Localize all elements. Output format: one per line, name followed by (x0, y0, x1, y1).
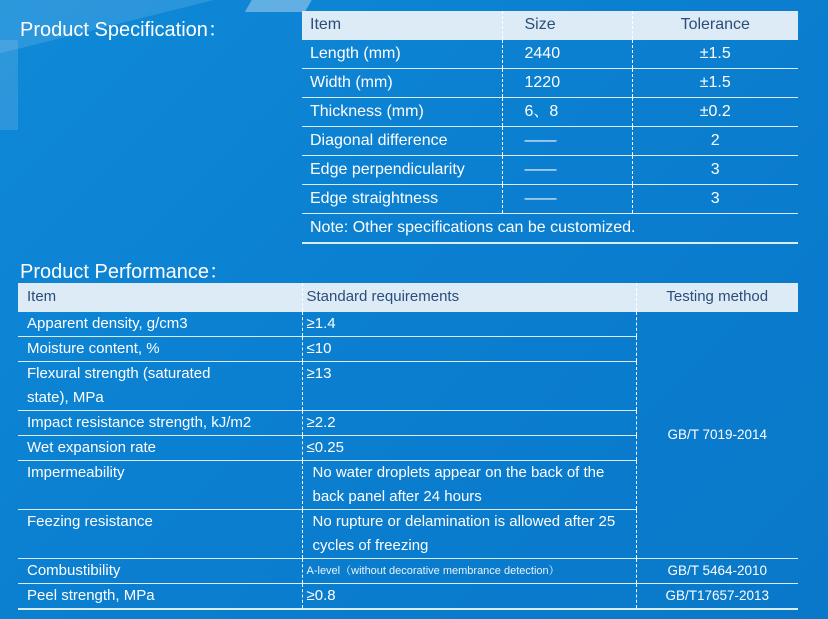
spec-note: Note: Other specifications can be customized. (302, 214, 798, 244)
perf-item: Apparent density, g/cm3 (18, 312, 302, 337)
performance-title: Product Performance： (20, 261, 229, 283)
spec-size: —— (502, 127, 632, 156)
perf-header-item: Item (18, 283, 302, 312)
perf-item-text: Flexural strength (saturated state), MPa (27, 365, 211, 406)
perf-method: GB/T 5464-2010 (636, 559, 798, 584)
table-row (302, 156, 798, 185)
perf-requirement: ≥2.2 (302, 411, 636, 436)
spec-item: Thickness (mm) (302, 98, 502, 127)
table-row (18, 312, 798, 337)
perf-requirement: A-level（without decorative membrance detection） (302, 559, 636, 584)
perf-requirement: ≤0.25 (302, 436, 636, 461)
perf-requirement (302, 510, 636, 559)
spec-item: Length (mm) (302, 40, 502, 69)
spec-item: Diagonal difference (302, 127, 502, 156)
spec-tolerance: 3 (632, 185, 798, 214)
spec-tolerance: ±0.2 (632, 98, 798, 127)
performance-table (18, 283, 798, 610)
perf-method-merged: GB/T 7019-2014 (636, 312, 798, 559)
table-row (302, 185, 798, 214)
table-row (302, 69, 798, 98)
perf-requirement: ≥0.8 (302, 584, 636, 610)
spec-note-row (302, 214, 798, 244)
table-row (18, 559, 798, 584)
perf-item: Combustibility (18, 559, 302, 584)
table-row (302, 98, 798, 127)
spec-header-size: Size (502, 11, 632, 40)
table-row (18, 584, 798, 610)
spec-size: —— (502, 156, 632, 185)
perf-item: Moisture content, % (18, 337, 302, 362)
spec-header-row (302, 11, 798, 40)
spec-size: 6、8 (502, 98, 632, 127)
spec-header-item: Item (302, 11, 502, 40)
spec-size: —— (502, 185, 632, 214)
perf-method: GB/T17657-2013 (636, 584, 798, 610)
spec-tolerance: 2 (632, 127, 798, 156)
spec-tolerance: 3 (632, 156, 798, 185)
spec-header-tolerance: Tolerance (632, 11, 798, 40)
spec-size: 2440 (502, 40, 632, 69)
spec-item: Width (mm) (302, 69, 502, 98)
spec-size: 1220 (502, 69, 632, 98)
spec-item: Edge straightness (302, 185, 502, 214)
perf-item: Impermeability (18, 461, 302, 510)
perf-item: Peel strength, MPa (18, 584, 302, 610)
perf-requirement-text: No rupture or delamination is allowed after 25 cycles of freezing (312, 513, 616, 554)
spec-item: Edge perpendicularity (302, 156, 502, 185)
perf-requirement: ≥1.4 (302, 312, 636, 337)
perf-item: Impact resistance strength, kJ/m2 (18, 411, 302, 436)
spec-tolerance: ±1.5 (632, 40, 798, 69)
perf-requirement-text: No water droplets appear on the back of the back panel after 24 hours (312, 464, 605, 505)
perf-requirement: ≤10 (302, 337, 636, 362)
perf-header-method: Testing method (636, 283, 798, 312)
perf-header-requirements: Standard requirements (302, 283, 636, 312)
perf-requirement (302, 461, 636, 510)
specification-table (302, 11, 798, 244)
table-row (302, 127, 798, 156)
table-row (302, 40, 798, 69)
spec-tolerance: ±1.5 (632, 69, 798, 98)
perf-item: Wet expansion rate (18, 436, 302, 461)
spec-title: Product Specification： (20, 19, 228, 41)
perf-requirement: ≥13 (302, 362, 636, 411)
perf-item: Feezing resistance (18, 510, 302, 559)
perf-header-row (18, 283, 798, 312)
perf-item (18, 362, 302, 411)
